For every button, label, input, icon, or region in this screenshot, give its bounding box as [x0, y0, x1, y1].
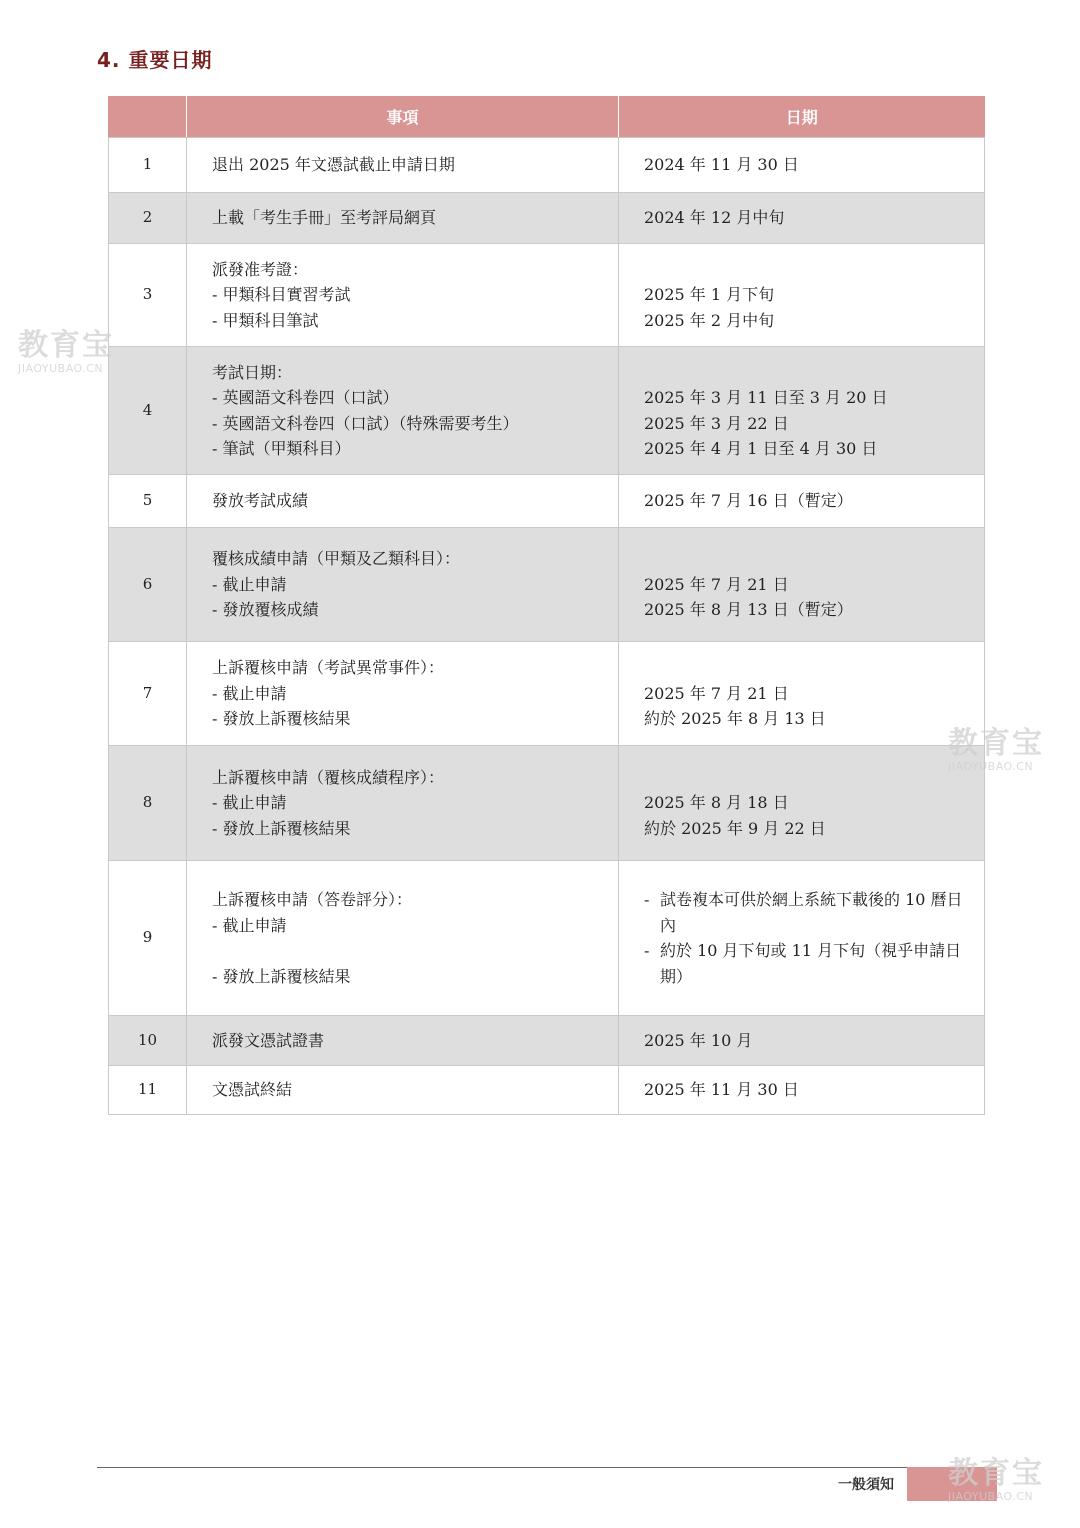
row-item [187, 642, 619, 746]
date-line: 2025 年 8 月 18 日 [644, 793, 789, 813]
date-line [644, 257, 966, 283]
row-number: 7 [109, 642, 187, 746]
item-line: - 英國語文科卷四（口試）（特殊需要考生） [212, 413, 519, 433]
row-date [619, 138, 985, 193]
date-bullet-text: 約於 10 月下旬或 11 月下旬（視乎申請日期） [660, 941, 962, 986]
row-number: 4 [109, 347, 187, 475]
row-number: 11 [109, 1066, 187, 1115]
header-date: 日期 [619, 96, 985, 138]
date-line: 2025 年 8 月 13 日（暫定） [644, 600, 853, 620]
row-item [187, 475, 619, 528]
row-item [187, 347, 619, 475]
date-bullet-text: 試卷複本可供於網上系統下載後的 10 曆日內 [660, 890, 963, 935]
section-number: 4. [97, 48, 121, 72]
date-line: 2025 年 10 月 [644, 1030, 753, 1050]
date-line [644, 546, 966, 572]
table-row [109, 642, 985, 746]
date-bullet [644, 887, 966, 938]
header-item: 事項 [187, 96, 619, 138]
watermark-url: JIAOYUBAO.CN [948, 1490, 1034, 1503]
item-line: - 截止申請 [212, 574, 287, 594]
table-row [109, 528, 985, 642]
item-line: 上訴覆核申請（答卷評分）： [212, 890, 413, 909]
row-number: 3 [109, 244, 187, 347]
row-item [187, 861, 619, 1016]
date-line: 2024 年 11 月 30 日 [644, 155, 799, 175]
item-line: 上訴覆核申請（考試異常事件）： [212, 658, 445, 678]
table-row [109, 1016, 985, 1066]
row-item [187, 528, 619, 642]
date-line: 2025 年 2 月中旬 [644, 310, 775, 330]
row-date [619, 861, 985, 1016]
watermark-url: JIAOYUBAO.CN [948, 760, 1034, 773]
table-row [109, 138, 985, 193]
item-line: - 發放上訴覆核結果 [212, 966, 351, 986]
item-line: 退出 2025 年文憑試截止申請日期 [212, 155, 455, 175]
row-date [619, 347, 985, 475]
footer-label: 一般須知 [838, 1477, 894, 1493]
item-line: - 截止申請 [212, 915, 287, 935]
item-line: - 截止申請 [212, 793, 287, 813]
row-number: 8 [109, 746, 187, 861]
item-line: 派發文憑試證書 [212, 1030, 325, 1050]
table-row [109, 475, 985, 528]
footer-rule [97, 1467, 907, 1468]
row-item [187, 244, 619, 347]
date-line: 2025 年 4 月 1 日至 4 月 30 日 [644, 439, 878, 458]
watermark-logo [18, 330, 114, 375]
item-line: 文憑試終結 [212, 1080, 293, 1100]
item-line [212, 938, 617, 964]
date-line: 2025 年 1 月下旬 [644, 285, 775, 305]
item-line: 上載「考生手冊」至考評局網頁 [212, 208, 437, 228]
table-row [109, 1066, 985, 1115]
item-line: - 發放上訴覆核結果 [212, 709, 351, 729]
item-line: - 截止申請 [212, 683, 287, 703]
row-item [187, 1066, 619, 1115]
row-date [619, 642, 985, 746]
row-date [619, 528, 985, 642]
date-line: 2025 年 7 月 21 日 [644, 574, 789, 594]
row-number: 9 [109, 861, 187, 1016]
date-line: 2025 年 7 月 21 日 [644, 683, 789, 703]
row-number: 2 [109, 193, 187, 244]
row-date [619, 1016, 985, 1066]
date-line: 約於 2025 年 8 月 13 日 [644, 709, 826, 729]
date-line [644, 360, 966, 386]
row-date [619, 193, 985, 244]
item-line: - 發放覆核成績 [212, 600, 319, 620]
item-line: 發放考試成績 [212, 491, 309, 511]
bullet-dash: - [644, 890, 650, 909]
row-number: 1 [109, 138, 187, 193]
item-line: 上訴覆核申請（覆核成績程序）： [212, 767, 445, 787]
date-line: 2025 年 3 月 11 日至 3 月 20 日 [644, 388, 888, 407]
date-line: 2025 年 3 月 22 日 [644, 413, 789, 433]
row-number: 6 [109, 528, 187, 642]
watermark-text: 教育宝 [948, 1456, 1044, 1491]
date-line: 約於 2025 年 9 月 22 日 [644, 818, 826, 838]
watermark-logo [948, 1458, 1044, 1503]
row-item [187, 193, 619, 244]
row-item [187, 746, 619, 861]
date-bullet [644, 938, 966, 989]
table-row [109, 193, 985, 244]
date-line [644, 655, 966, 681]
item-line: - 甲類科目實習考試 [212, 285, 351, 305]
table-row [109, 746, 985, 861]
row-number: 5 [109, 475, 187, 528]
item-line: - 筆試（甲類科目） [212, 439, 351, 458]
row-date [619, 746, 985, 861]
row-number: 10 [109, 1016, 187, 1066]
watermark-text: 教育宝 [18, 328, 114, 363]
row-item [187, 1016, 619, 1066]
date-line: 2025 年 7 月 16 日（暫定） [644, 491, 853, 511]
date-line: 2025 年 11 月 30 日 [644, 1080, 799, 1100]
section-title [97, 44, 212, 73]
table-row [109, 861, 985, 1016]
item-line: - 發放上訴覆核結果 [212, 818, 351, 838]
watermark-url: JIAOYUBAO.CN [18, 362, 104, 375]
row-item [187, 138, 619, 193]
important-dates-table [108, 96, 985, 1115]
item-line: - 英國語文科卷四（口試） [212, 388, 399, 407]
header-number [109, 96, 187, 138]
row-date [619, 1066, 985, 1115]
table-row [109, 244, 985, 347]
watermark-logo [948, 728, 1044, 773]
watermark-text: 教育宝 [948, 726, 1044, 761]
item-line: - 甲類科目筆試 [212, 310, 319, 330]
row-date [619, 475, 985, 528]
table-header-row [109, 96, 985, 138]
date-line [644, 765, 966, 791]
table-row [109, 347, 985, 475]
item-line: 覆核成績申請（甲類及乙類科目）： [212, 549, 461, 569]
item-line: 考試日期： [212, 362, 293, 382]
section-heading: 重要日期 [128, 48, 213, 72]
bullet-dash: - [644, 941, 650, 960]
item-line: 派發准考證： [212, 259, 309, 279]
date-line: 2024 年 12 月中旬 [644, 208, 785, 228]
row-date [619, 244, 985, 347]
